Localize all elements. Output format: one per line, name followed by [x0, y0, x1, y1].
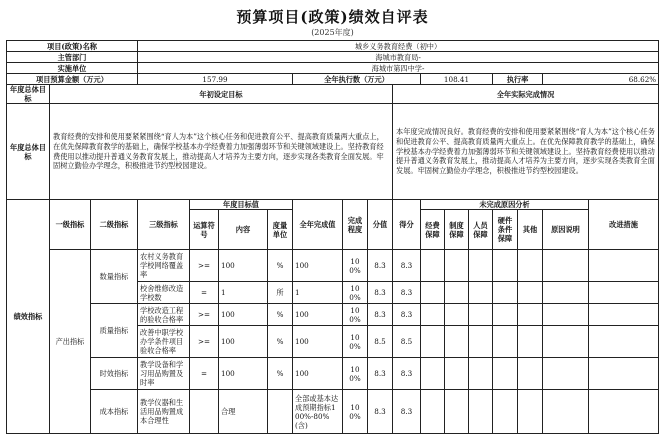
header-got: 得分 [393, 200, 421, 250]
r1-cell [421, 282, 445, 304]
label-goal-row: 年度总体目标 [7, 104, 50, 200]
rate-cell: 100% [343, 326, 368, 358]
level3-cell: 农村义务教育学校网络覆盖率 [138, 250, 190, 282]
r2-cell [445, 326, 469, 358]
label-exec: 全年执行数（万元） [293, 74, 421, 85]
r5-cell [518, 282, 543, 304]
got-cell: 8.3 [393, 304, 421, 326]
score-cell: 8.3 [368, 250, 393, 282]
unit-cell: % [268, 358, 293, 390]
unit-cell: % [268, 304, 293, 326]
header-r3: 人员保障 [469, 210, 493, 250]
evaluation-table [6, 40, 659, 434]
r4-cell [493, 282, 518, 304]
got-cell: 8.3 [393, 282, 421, 304]
table-row [7, 358, 659, 390]
header-measure: 改进措施 [589, 200, 659, 250]
label-dept: 主管部门 [7, 52, 138, 63]
op-cell: >= [190, 326, 219, 358]
content-cell: 100 [219, 358, 268, 390]
level2-cost: 成本指标 [91, 390, 138, 434]
got-cell: 8.5 [393, 326, 421, 358]
header-level3: 三级指标 [138, 200, 190, 250]
header-level1: 一级指标 [50, 200, 91, 250]
table-row [7, 304, 659, 326]
label-year-goal: 年度总体目标 [7, 85, 50, 104]
r1-cell [421, 358, 445, 390]
header-target: 年度目标值 [190, 200, 293, 210]
content-cell: 1 [219, 282, 268, 304]
row-indicator-header-1 [7, 200, 659, 210]
level2-time: 时效指标 [91, 358, 138, 390]
content-cell: 合理 [219, 390, 268, 434]
header-unit: 度量单位 [268, 210, 293, 250]
measure-cell [589, 390, 659, 434]
op-cell: >= [190, 304, 219, 326]
r5-cell [518, 326, 543, 358]
measure-cell [589, 358, 659, 390]
op-cell: = [190, 282, 219, 304]
label-budget: 项目预算金额（万元） [7, 74, 138, 85]
r2-cell [445, 390, 469, 434]
value-dept: 海城市教育局- [138, 52, 659, 63]
r5-cell [518, 358, 543, 390]
value-project-name: 城乡义务教育经费（初中） [138, 41, 659, 52]
r3-cell [469, 250, 493, 282]
level3-cell: 教学仪器和生活用品购置成本合理性 [138, 390, 190, 434]
r3-cell [469, 326, 493, 358]
header-rate: 完成程度 [343, 200, 368, 250]
header-reason: 未完成原因分析 [421, 200, 589, 210]
score-cell: 8.5 [368, 326, 393, 358]
full-cell: 全部或基本达成预期指标100%-80%(含) [293, 390, 343, 434]
r3-cell [469, 282, 493, 304]
header-r2: 制度保障 [445, 210, 469, 250]
r5-cell [518, 250, 543, 282]
r2-cell [445, 250, 469, 282]
r1-cell [421, 326, 445, 358]
level1-output: 产出指标 [50, 250, 91, 434]
r4-cell [493, 326, 518, 358]
full-cell: 100 [293, 326, 343, 358]
r4-cell [493, 304, 518, 326]
content-cell: 100 [219, 250, 268, 282]
label-actual-goal: 全年实际完成情况 [393, 85, 659, 104]
r6-cell [543, 358, 589, 390]
r6-cell [543, 326, 589, 358]
unit-cell: % [268, 250, 293, 282]
row-goal-text [7, 104, 659, 200]
measure-cell [589, 282, 659, 304]
score-cell: 8.3 [368, 390, 393, 434]
row-goal-header [7, 85, 659, 104]
level3-cell: 学校改造工程的验收合格率 [138, 304, 190, 326]
op-cell: = [190, 358, 219, 390]
got-cell: 8.3 [393, 358, 421, 390]
level3-cell: 校舍维修改造学校数 [138, 282, 190, 304]
full-cell: 1 [293, 282, 343, 304]
document-year: (2025年度) [311, 28, 354, 37]
r1-cell [421, 250, 445, 282]
full-cell: 100 [293, 358, 343, 390]
content-cell: 100 [219, 326, 268, 358]
level2-quantity: 数量指标 [91, 250, 138, 304]
r1-cell [421, 390, 445, 434]
r4-cell [493, 250, 518, 282]
rate-cell: 100% [343, 390, 368, 434]
header-r5: 其他 [518, 210, 543, 250]
table-row [7, 390, 659, 434]
rate-cell: 100% [343, 358, 368, 390]
label-indicators: 绩效指标 [7, 200, 50, 434]
label-rate: 执行率 [493, 74, 543, 85]
header-level2: 二级指标 [91, 200, 138, 250]
r2-cell [445, 282, 469, 304]
header-r6: 原因说明 [543, 210, 589, 250]
r3-cell [469, 390, 493, 434]
unit-cell: 所 [268, 282, 293, 304]
r2-cell [445, 304, 469, 326]
r3-cell [469, 304, 493, 326]
r6-cell [543, 304, 589, 326]
header-full: 全年完成值 [293, 200, 343, 250]
score-cell: 8.3 [368, 304, 393, 326]
content-cell: 100 [219, 304, 268, 326]
unit-cell: % [268, 326, 293, 358]
rate-cell: 100% [343, 304, 368, 326]
measure-cell [589, 304, 659, 326]
r5-cell [518, 304, 543, 326]
value-unit: 海城市第四中学- [138, 63, 659, 74]
r5-cell [518, 390, 543, 434]
full-cell: 100 [293, 304, 343, 326]
label-planned-goal: 年初设定目标 [50, 85, 393, 104]
value-budget: 157.99 [138, 74, 293, 85]
header-score: 分值 [368, 200, 393, 250]
header-content: 内容 [219, 210, 268, 250]
r4-cell [493, 358, 518, 390]
level3-cell: 教学设备和学习用品购置及时率 [138, 358, 190, 390]
measure-cell [589, 250, 659, 282]
planned-goal-text: 教育经费的安排和使用要紧紧围绕“育人为本”这个核心任务和促进教育公平、提高教育质量两大重点上，在优先保障教育教学的基础上，确保学校基本办学经费着力加强薄弱环节和关键领域建设上。坚持教育经费使用以推动提升普通义务教育发展上，推动提高人才培养为主要方向，逐步实现各类教育全面发展。牢固树立勤俭办学理念，积极推进节约型校园建设。 [50, 104, 393, 200]
unit-cell [268, 390, 293, 434]
table-row [7, 250, 659, 282]
actual-goal-text: 本年度完成情况良好。教育经费的安排和使用要紧紧围绕“育人为本”这个核心任务和促进教育公平、提高教育质量两大重点上。在优先保障教育教学的基础上，确保学校基本办学经费着力加强薄弱环节和关键领域建设上。坚持教育经费使用以推动提升普通义务教育发展上，推动提高人才培养为主要方向，逐步实现各类教育全面发展。牢固树立勤俭办学理念，积极推进节约型校园建设。 [393, 104, 659, 200]
op-cell: >= [190, 250, 219, 282]
r6-cell [543, 250, 589, 282]
r6-cell [543, 390, 589, 434]
r2-cell [445, 358, 469, 390]
r4-cell [493, 390, 518, 434]
header-op: 运算符号 [190, 210, 219, 250]
op-cell [190, 390, 219, 434]
value-exec: 108.41 [421, 74, 493, 85]
value-rate: 68.62% [543, 74, 659, 85]
level2-quality: 质量指标 [91, 304, 138, 358]
row-project-name [7, 41, 659, 52]
score-cell: 8.3 [368, 358, 393, 390]
r1-cell [421, 304, 445, 326]
row-budget [7, 74, 659, 85]
level3-cell: 改善中职学校办学条件项目验收合格率 [138, 326, 190, 358]
rate-cell: 100% [343, 250, 368, 282]
got-cell: 8.3 [393, 250, 421, 282]
measure-cell [589, 326, 659, 358]
r6-cell [543, 282, 589, 304]
rate-cell: 100% [343, 282, 368, 304]
header-r1: 经费保障 [421, 210, 445, 250]
r3-cell [469, 358, 493, 390]
header-r4: 硬件条件保障 [493, 210, 518, 250]
got-cell: 8.3 [393, 390, 421, 434]
label-project-name: 项目(政策)名称 [7, 41, 138, 52]
full-cell: 100 [293, 250, 343, 282]
document-title: 预算项目(政策)绩效自评表 [236, 8, 429, 26]
row-dept [7, 52, 659, 63]
label-unit: 实施单位 [7, 63, 138, 74]
score-cell: 8.3 [368, 282, 393, 304]
row-unit [7, 63, 659, 74]
